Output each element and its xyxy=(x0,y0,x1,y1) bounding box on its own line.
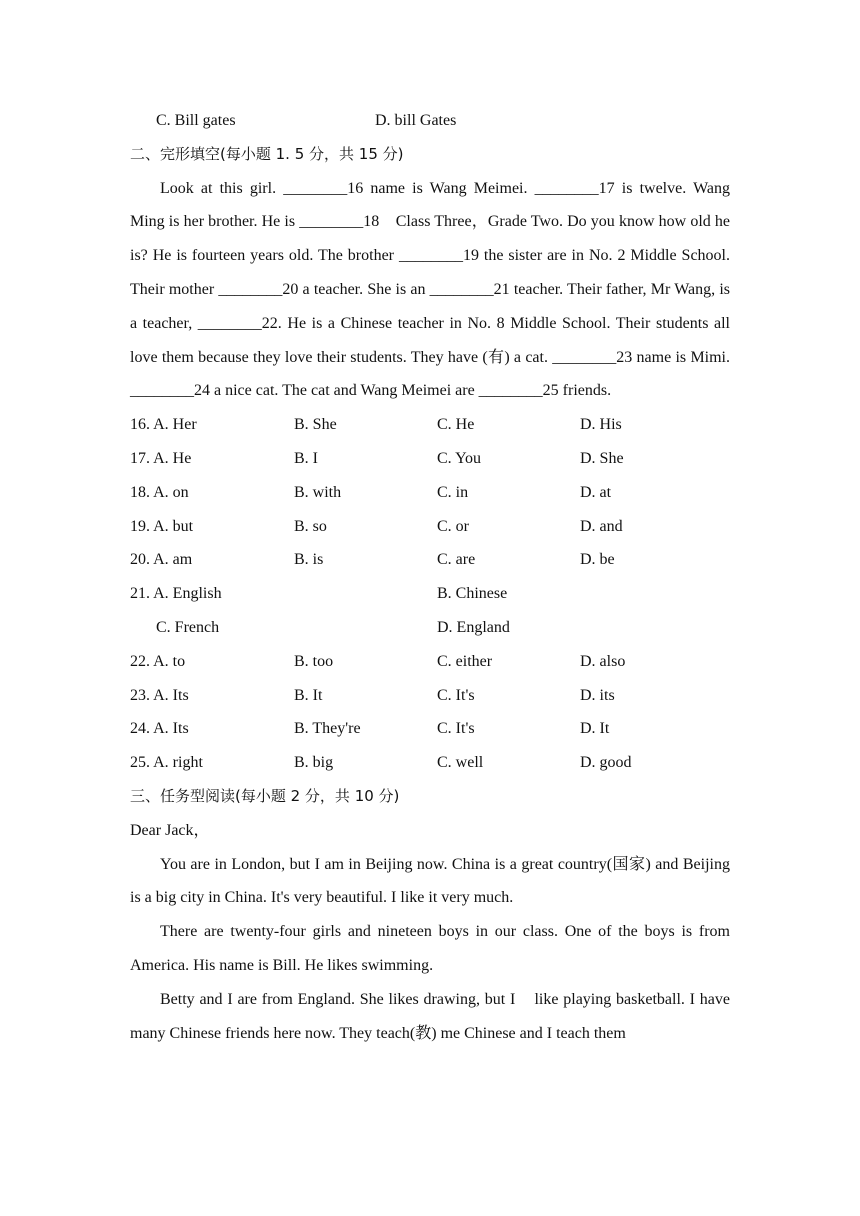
letter-paragraph: Betty and I are from England. She likes drawing, but I like playing basketball. I have many Chinese friends here now. They teach(教) me Chinese and I teach them xyxy=(130,990,730,1042)
option-d: D. good xyxy=(580,754,632,772)
question-row xyxy=(130,679,730,713)
option-b: B. Chinese xyxy=(437,585,508,603)
option-c: C. You xyxy=(437,449,482,467)
option-b: B. too xyxy=(294,652,334,670)
option-b: B. I xyxy=(294,449,318,467)
option-d: D. His xyxy=(580,416,622,434)
section-2-heading: 二、完形填空(每小题 1. 5 分，共 15 分) xyxy=(130,144,404,163)
option-c: C. Bill gates xyxy=(156,112,236,129)
section-3-heading: 三、任务型阅读(每小题 2 分，共 10 分) xyxy=(130,786,400,805)
option-c: C. It's xyxy=(437,720,475,738)
option-c: C. in xyxy=(437,483,469,501)
letter-paragraph: There are twenty-four girls and nineteen boys in our class. One of the boys is from America. His name is Bill. He likes swimming. xyxy=(130,923,730,974)
previous-question-options xyxy=(130,104,730,138)
option-d: D. its xyxy=(580,686,615,704)
option-a: 16. A. Her xyxy=(130,416,197,434)
question-row xyxy=(130,712,730,746)
cloze-passage xyxy=(130,172,730,409)
option-a: 19. A. but xyxy=(130,517,194,535)
option-b: B. so xyxy=(294,517,327,535)
question-row xyxy=(130,645,730,679)
option-b: B. is xyxy=(294,551,324,569)
option-a: 23. A. Its xyxy=(130,686,189,704)
option-c: C. It's xyxy=(437,686,475,704)
option-d: D. bill Gates xyxy=(375,112,457,129)
option-a: 17. A. He xyxy=(130,449,192,467)
option-c: C. He xyxy=(437,416,475,434)
option-d: D. England xyxy=(437,618,510,636)
option-c: C. are xyxy=(437,551,476,569)
letter-greeting: Dear Jack， xyxy=(130,821,210,839)
option-a: 18. A. on xyxy=(130,483,189,501)
option-d: D. at xyxy=(580,483,612,501)
option-d: D. It xyxy=(580,720,610,738)
option-a: 20. A. am xyxy=(130,551,193,569)
option-b: B. big xyxy=(294,754,334,772)
option-d: D. She xyxy=(580,449,624,467)
option-a: 21. A. English xyxy=(130,585,222,603)
option-b: B. It xyxy=(294,686,323,704)
letter-paragraph: You are in London, but I am in Beijing now. China is a great country(国家) and Beijing is a big city in China. It's very beautiful. I like it very much. xyxy=(130,855,730,907)
question-row xyxy=(130,408,730,442)
question-row xyxy=(130,442,730,476)
option-b: B. They're xyxy=(294,720,361,738)
question-row xyxy=(130,543,730,577)
question-row-21-cont xyxy=(130,611,730,645)
option-a: 22. A. to xyxy=(130,652,186,670)
option-d: D. also xyxy=(580,652,626,670)
option-c: C. or xyxy=(437,517,469,535)
cloze-passage-text: Look at this girl. ________16 name is Wang Meimei. ________17 is twelve. Wang Ming is her brother. He is ________18 Class Three，Grade Two. Do you know how old he is? He is fourteen years old. The brother ________19 the sister are in No. 2 Middle School. Their mother ________20 a teacher. She is an ________21 teacher. Their father, Mr Wang, is a teacher, ________22. He is a Chinese teacher in No. 8 Middle School. Their students all love them because they love their students. They have (有) a cat. ________23 name is Mimi. ________24 a nice cat. The cat and Wang Meimei are ________25 friends. xyxy=(130,179,730,400)
question-row xyxy=(130,476,730,510)
document-page xyxy=(130,104,730,1050)
option-d: D. and xyxy=(580,517,623,535)
question-row xyxy=(130,510,730,544)
option-c: C. either xyxy=(437,652,493,670)
question-row-21 xyxy=(130,577,730,611)
option-a: 25. A. right xyxy=(130,754,203,772)
question-row xyxy=(130,746,730,780)
option-a: 24. A. Its xyxy=(130,720,189,738)
cloze-options-list xyxy=(130,408,730,780)
option-b: B. She xyxy=(294,416,337,434)
letter-body xyxy=(130,848,730,1051)
option-d: D. be xyxy=(580,551,615,569)
option-b: B. with xyxy=(294,483,342,501)
option-c: C. well xyxy=(437,754,484,772)
option-c: C. French xyxy=(156,618,220,636)
